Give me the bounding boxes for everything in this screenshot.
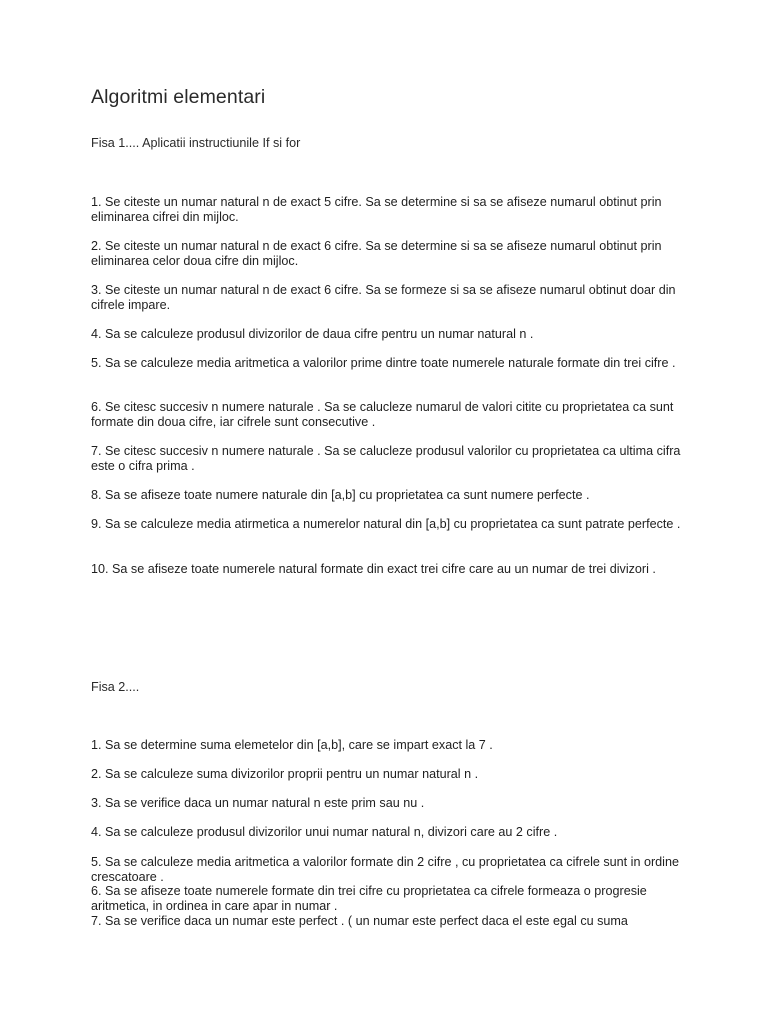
sheet2-item-3: 3. Sa se verifice daca un numar natural n este prim sau nu . <box>91 796 425 810</box>
sheet1-item-8: 8. Sa se afiseze toate numere naturale din [a,b] cu proprietatea ca sunt numere perfecte . <box>91 488 590 502</box>
sheet1-item-4: 4. Sa se calculeze produsul divizorilor de daua cifre pentru un numar natural n . <box>91 327 534 341</box>
document-title: Algoritmi elementari <box>91 86 266 108</box>
sheet2-heading: Fisa 2.... <box>91 680 140 694</box>
sheet2-item-2: 2. Sa se calculeze suma divizorilor proprii pentru un numar natural n . <box>91 767 479 781</box>
sheet2-item-1: 1. Sa se determine suma elemetelor din [a,b], care se impart exact la 7 . <box>91 738 493 752</box>
sheet2-item-6: 6. Sa se afiseze toate numerele formate din trei cifre cu proprietatea ca cifrele formeaza o progresie aritmetica, in ordinea in care apar in numar . <box>91 884 647 913</box>
sheet2-item-5: 5. Sa se calculeze media aritmetica a valorilor formate din 2 cifre , cu proprietatea ca cifrele sunt in ordine crescatoare . <box>91 855 679 884</box>
sheet1-item-5: 5. Sa se calculeze media aritmetica a valorilor prime dintre toate numerele naturale formate din trei cifre . <box>91 356 676 370</box>
sheet2-item-4: 4. Sa se calculeze produsul divizorilor unui numar natural n, divizori care au 2 cifre . <box>91 825 558 839</box>
sheet1-item-2: 2. Se citeste un numar natural n de exact 6 cifre. Sa se determine si sa se afiseze numarul obtinut prin eliminarea celor doua cifre din mijloc. <box>91 239 662 268</box>
sheet1-heading: Fisa 1.... Aplicatii instructiunile If si for <box>91 136 301 150</box>
sheet1-item-9: 9. Sa se calculeze media atirmetica a numerelor natural din [a,b] cu proprietatea ca sunt patrate perfecte . <box>91 517 681 531</box>
sheet2-item-7: 7. Sa se verifice daca un numar este perfect . ( un numar este perfect daca el este egal cu suma <box>91 914 628 928</box>
sheet1-item-10: 10. Sa se afiseze toate numerele natural formate din exact trei cifre care au un numar de trei divizori . <box>91 562 656 576</box>
sheet1-item-7: 7. Se citesc succesiv n numere naturale . Sa se calucleze produsul valorilor cu proprietatea ca ultima cifra este o cifra prima . <box>91 444 681 473</box>
sheet1-item-6: 6. Se citesc succesiv n numere naturale . Sa se calucleze numarul de valori citite cu proprietatea ca sunt formate din doua cifre, iar cifrele sunt consecutive . <box>91 400 674 429</box>
sheet1-item-3: 3. Se citeste un numar natural n de exact 6 cifre. Sa se formeze si sa se afiseze numarul obtinut doar din cifrele impare. <box>91 283 676 312</box>
sheet1-item-1: 1. Se citeste un numar natural n de exact 5 cifre. Sa se determine si sa se afiseze numarul obtinut prin eliminarea cifrei din mijloc. <box>91 195 662 224</box>
